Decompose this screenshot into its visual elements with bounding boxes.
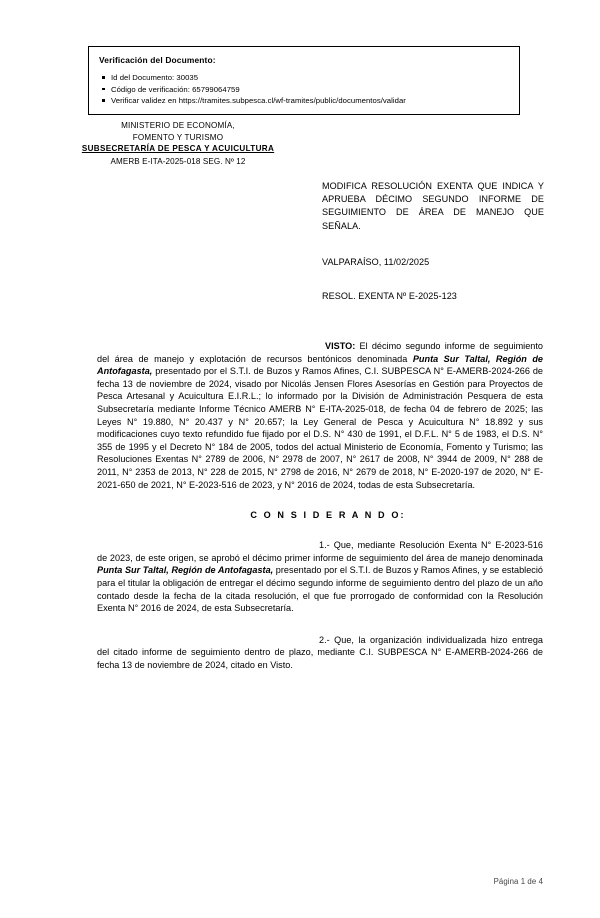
verification-item-code [99,84,513,96]
place-and-date: VALPARAÍSO, 11/02/2025 [322,256,430,267]
visto-area-name: Punta Sur Taltal, Región de Antofagasta, [97,353,544,377]
letterhead-reference: AMERB E-ITA-2025-018 SEG. Nº 12 [110,156,246,166]
letterhead-ministry-line-1: MINISTERIO DE ECONOMÍA, [121,121,235,130]
resolution-number: RESOL. EXENTA Nº E-2025-123 [322,290,457,301]
letterhead-ministry-line-2: FOMENTO Y TURISMO [132,132,224,142]
paragraph-visto [97,340,543,491]
document-body [97,340,543,671]
letterhead-subsecretaria: SUBSECRETARÍA DE PESCA Y ACUICULTURA [81,144,275,153]
considerando-1-text-part-2: presentado por el S.T.I. de Buzos y Ramos Afines, y se estableció para el titular la obligación de entregar el décimo segundo informe de seguimiento dentro del plazo de un año contado desde la fecha de la citada resolución, el que fue prorrogado de conformidad con la Resolución Exenta N° 2016 de 2024, de esta Subsecretaría. [97,565,543,614]
verification-title: Verificación del Documento: [99,55,216,65]
verification-item-text: Código de verificación: 65799064759 [111,84,240,94]
verification-list [99,72,513,107]
visto-text-part-1: El décimo segundo informe de seguimiento del área de manejo y explotación de recursos bentónicos denominada [97,341,543,364]
bullet-icon [102,99,105,102]
page-footer: Página 1 de 4 [493,877,543,886]
letterhead [28,120,328,167]
visto-label: VISTO: [325,341,356,351]
considerando-heading: C O N S I D E R A N D O: [250,510,406,521]
document-verification-box [88,46,520,115]
considerando-2-number: 2.- [319,634,335,645]
verification-item-document-id [99,72,513,84]
considerando-2-text: Que, la organización individualizada hizo entrega del citado informe de seguimiento dentro de plazo, mediante C.I. SUBPESCA N° E-AMERB-2024-266 de fecha 13 de noviembre de 2024, citado en Visto. [97,634,543,670]
bullet-icon [102,76,105,79]
verification-item-url [99,95,513,107]
document-subject: MODIFICA RESOLUCIÓN EXENTA QUE INDICA Y APRUEBA DÉCIMO SEGUNDO INFORME DE SEGUIMIENTO DE ÁREA DE MANEJO QUE SEÑALA. [322,181,544,231]
paragraph-considerando-2 [97,634,543,672]
verification-item-text: Verificar validez en https://tramites.subpesca.cl/wf-tramites/public/documentos/validar [111,96,406,106]
visto-text-part-2: presentado por el S.T.I. de Buzos y Ramos Afines, C.I. SUBPESCA N° E-AMERB-2024-266 de fecha 13 de noviembre de 2024, visado por Nicolás Jensen Flores Asesorías en Gestión para Proyectos de Pesca Artesanal y Acuicultura E.I.R.L.; lo informado por la División de Administración Pesquera de esta Subsecretaría mediante Informe Técnico AMERB N° E-ITA-2025-018, de fecha 04 de febrero de 2025; las Leyes N° 19.880, N° 20.437 y N° 20.657; la Ley General de Pesca y Acuicultura N° 18.892 y sus modificaciones cuyo texto refundido fue fijado por el D.S. N° 430 de 1991, el D.F.L. N° 5 de 1983, el D.S. N° 355 de 1995 y el Decreto N° 184 de 2005, todos del actual Ministerio de Economía, Fomento y Turismo; las Resoluciones Exentas N° 2789 de 2006, N° 2978 de 2007, N° 2617 de 2008, N° 3944 de 2009, N° 288 de 2011, N° 2353 de 2013, N° 228 de 2015, N° 2798 de 2016, N° 2679 de 2018, N° E-2020-197 de 2020, N° E-2021-650 de 2021, N° E-2023-516 de 2023, y N° 2016 de 2024, todas de esta Subsecretaría. [97,366,543,490]
considerando-1-text-part-1: Que, mediante Resolución Exenta N° E-2023-516 de 2023, de este origen, se aprobó el décimo primer informe de seguimiento del área de manejo denominada [97,540,543,563]
considerando-1-area-name: Punta Sur Taltal, Región de Antofagasta, [97,565,274,576]
considerando-1-number: 1.- [319,540,334,551]
verification-item-text: Id del Documento: 30035 [111,73,199,82]
heading-block [322,180,544,301]
paragraph-considerando-1 [97,539,543,615]
bullet-icon [102,88,105,91]
